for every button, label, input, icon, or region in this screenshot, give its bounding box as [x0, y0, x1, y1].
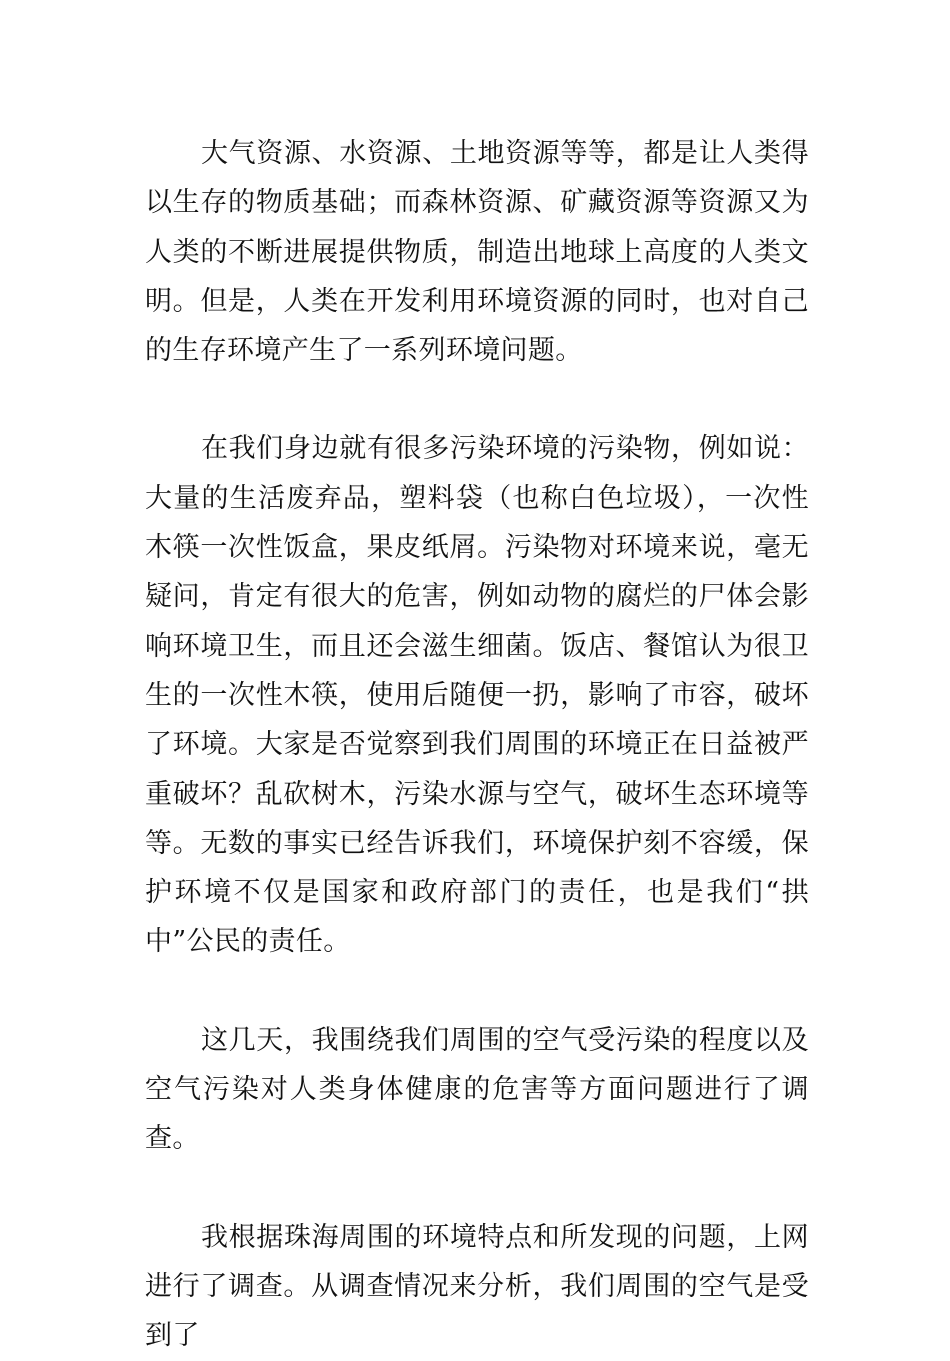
paragraph-pollutants: 在我们身边就有很多污染环境的污染物，例如说：大量的生活废弃品，塑料袋（也称白色垃圾），一次性木筷一次性饭盒，果皮纸屑。污染物对环境来说，毫无疑问，肯定有很大的危害，例如动物的腐烂的尸体会影响环境卫生，而且还会滋生细菌。饭店、餐馆认为很卫生的一次性木筷，使用后随便一扔，影响了市容，破坏了环境。大家是否觉察到我们周围的环境正在日益被严重破坏？乱砍树木，污染水源与空气，破坏生态环境等等。无数的事实已经告诉我们，环境保护刻不容缓，保护环境不仅是国家和政府部门的责任，也是我们“拱中”公民的责任。 [145, 433, 809, 958]
paragraph-resources: 大气资源、水资源、土地资源等等，都是让人类得以生存的物质基础；而森林资源、矿藏资源等资源又为人类的不断进展提供物质，制造出地球上高度的人类文明。但是，人类在开发利用环境资源的同时，也对自己的生存环境产生了一系列环境问题。 [145, 138, 809, 367]
document-body [145, 129, 809, 1361]
paragraph-survey-intro: 这几天，我围绕我们周围的空气受污染的程度以及空气污染对人类身体健康的危害等方面问题进行了调查。 [145, 1024, 809, 1155]
paragraph-survey-findings: 我根据珠海周围的环境特点和所发现的问题，上网进行了调查。从调查情况来分析，我们周围的空气是受到了 [145, 1221, 809, 1352]
